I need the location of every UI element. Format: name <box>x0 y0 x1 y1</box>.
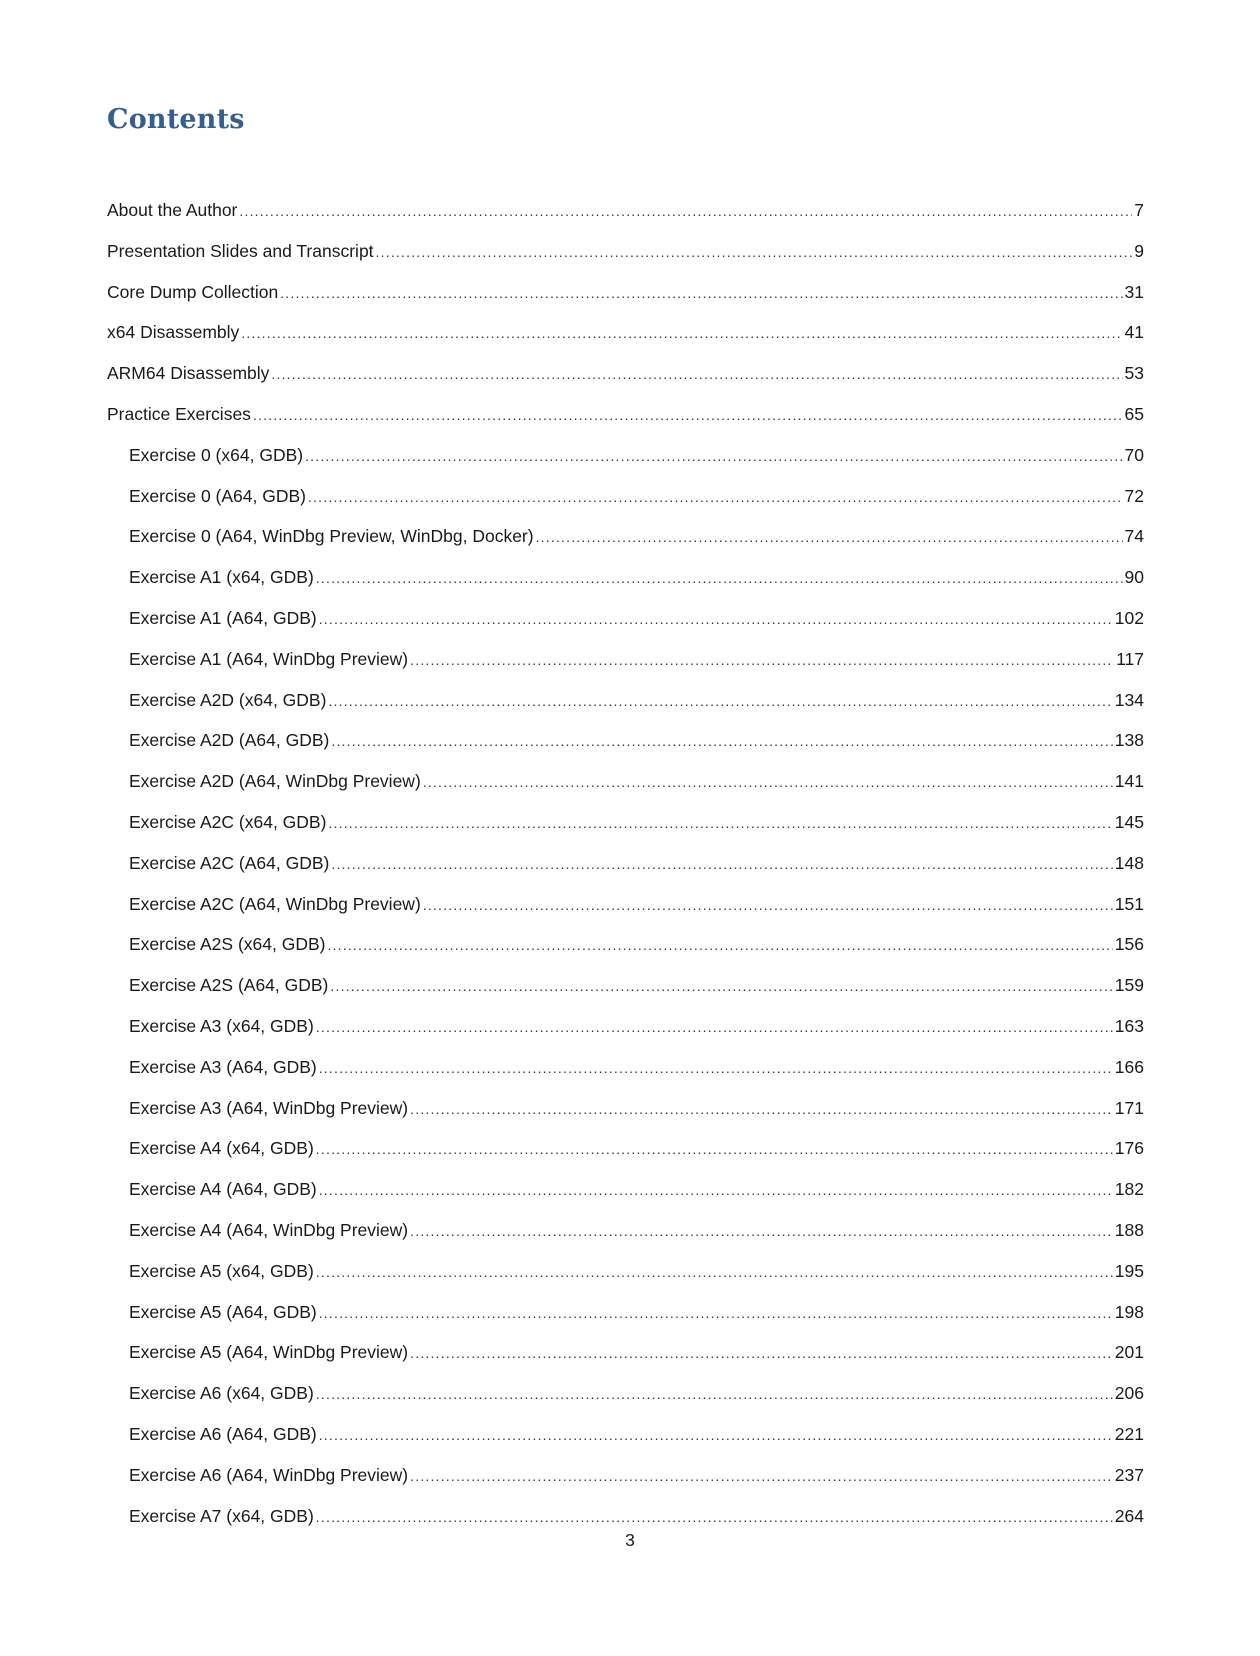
toc-dot-leader <box>253 395 1123 436</box>
toc-entry-page: 221 <box>1114 1423 1144 1444</box>
toc-entry[interactable] <box>107 1210 1144 1251</box>
toc-entry[interactable] <box>107 1292 1144 1333</box>
toc-entry[interactable] <box>107 1047 1144 1088</box>
toc-dot-leader <box>328 803 1112 844</box>
toc-dot-leader <box>316 1007 1113 1048</box>
toc-entry[interactable] <box>107 435 1144 476</box>
toc-entry-title: Exercise A1 (x64, GDB) <box>129 567 314 588</box>
toc-entry[interactable] <box>107 353 1144 394</box>
toc-entry-title: Exercise A6 (x64, GDB) <box>129 1383 314 1404</box>
toc-entry[interactable] <box>107 761 1144 802</box>
toc-entry-page: 90 <box>1124 567 1144 588</box>
toc-dot-leader <box>241 313 1122 354</box>
toc-entry-title: Exercise A2D (A64, WinDbg Preview) <box>129 771 421 792</box>
toc-entry-title: Exercise A3 (A64, GDB) <box>129 1056 317 1077</box>
toc-entry-title: Exercise A5 (A64, WinDbg Preview) <box>129 1342 409 1363</box>
toc-entry-title: Core Dump Collection <box>107 281 279 302</box>
toc-entry-page: 176 <box>1114 1138 1144 1159</box>
toc-entry-page: 195 <box>1114 1260 1144 1281</box>
toc-entry[interactable] <box>107 190 1144 231</box>
toc-dot-leader <box>410 1089 1113 1130</box>
toc-entry-title: Exercise A2D (x64, GDB) <box>129 689 327 710</box>
toc-entry-title: Exercise A2C (A64, GDB) <box>129 852 330 873</box>
toc-entry-title: Exercise A2C (A64, WinDbg Preview) <box>129 893 421 914</box>
toc-entry[interactable] <box>107 312 1144 353</box>
toc-entry-page: 166 <box>1114 1056 1144 1077</box>
toc-entry-title: Exercise A5 (A64, GDB) <box>129 1301 317 1322</box>
toc-entry-title: Exercise 0 (A64, WinDbg Preview, WinDbg, Docker) <box>129 526 534 547</box>
toc-entry-title: About the Author <box>107 200 238 220</box>
toc-entry-title: Exercise A4 (A64, WinDbg Preview) <box>129 1219 409 1240</box>
toc-entry-page: 264 <box>1114 1505 1144 1526</box>
toc-entry-page: 41 <box>1124 322 1144 343</box>
toc-entry-title: Exercise A3 (x64, GDB) <box>129 1015 314 1036</box>
toc-entry-page: 72 <box>1124 485 1144 506</box>
toc-entry[interactable] <box>107 557 1144 598</box>
toc-entry-title: Exercise A1 (A64, GDB) <box>129 607 317 628</box>
toc-entry-page: 171 <box>1114 1097 1144 1118</box>
toc-entry-title: Practice Exercises <box>107 403 251 424</box>
toc-entry-title: x64 Disassembly <box>107 322 240 343</box>
page-title: Contents <box>107 104 245 135</box>
toc-dot-leader <box>410 640 1114 681</box>
toc-entry[interactable] <box>107 476 1144 517</box>
toc-dot-leader <box>331 721 1112 762</box>
toc-entry-page: 9 <box>1134 240 1144 261</box>
toc-dot-leader <box>327 925 1112 966</box>
toc-entry[interactable] <box>107 1006 1144 1047</box>
toc-entry-title: Exercise A4 (x64, GDB) <box>129 1138 314 1159</box>
toc-entry-page: 198 <box>1114 1301 1144 1322</box>
toc-dot-leader <box>376 232 1133 273</box>
toc-dot-leader <box>410 1456 1113 1497</box>
toc-dot-leader <box>319 1415 1113 1456</box>
page-number: 3 <box>625 1530 635 1550</box>
toc-entry[interactable] <box>107 884 1144 925</box>
toc-entry-page: 138 <box>1114 730 1144 751</box>
toc-entry[interactable] <box>107 680 1144 721</box>
toc-dot-leader <box>423 885 1113 926</box>
toc-entry[interactable] <box>107 1169 1144 1210</box>
toc-entry[interactable] <box>107 843 1144 884</box>
toc-entry-page: 141 <box>1114 771 1144 792</box>
toc-entry-title: Exercise 0 (x64, GDB) <box>129 444 304 465</box>
toc-entry[interactable] <box>107 1251 1144 1292</box>
toc-entry[interactable] <box>107 598 1144 639</box>
toc-entry-page: 188 <box>1114 1219 1144 1240</box>
toc-entry[interactable] <box>107 272 1144 313</box>
toc-entry-page: 156 <box>1114 934 1144 955</box>
toc-dot-leader <box>305 436 1122 477</box>
toc-entry-page: 102 <box>1114 607 1144 628</box>
toc-entry-page: 74 <box>1124 526 1144 547</box>
toc-entry-page: 237 <box>1114 1464 1144 1485</box>
toc-dot-leader <box>280 273 1122 314</box>
toc-entry[interactable] <box>107 965 1144 1006</box>
toc-entry[interactable] <box>107 924 1144 965</box>
toc-entry-title: Exercise A7 (x64, GDB) <box>129 1505 314 1526</box>
toc-dot-leader <box>271 354 1122 395</box>
toc-entry[interactable] <box>107 231 1144 272</box>
toc-entry[interactable] <box>107 802 1144 843</box>
toc-dot-leader <box>316 1374 1113 1415</box>
toc-dot-leader <box>316 558 1123 599</box>
toc-entry[interactable] <box>107 1332 1144 1373</box>
table-of-contents <box>107 190 1144 1536</box>
toc-entry-title: Exercise A6 (A64, WinDbg Preview) <box>129 1464 409 1485</box>
toc-entry[interactable] <box>107 394 1144 435</box>
toc-dot-leader <box>316 1129 1113 1170</box>
toc-dot-leader <box>330 966 1112 1007</box>
toc-entry-page: 151 <box>1114 893 1144 914</box>
toc-entry-title: Exercise A1 (A64, WinDbg Preview) <box>129 648 409 669</box>
toc-entry[interactable] <box>107 1128 1144 1169</box>
toc-entry-page: 148 <box>1114 852 1144 873</box>
toc-entry[interactable] <box>107 1414 1144 1455</box>
toc-entry-page: 65 <box>1124 403 1144 424</box>
toc-entry-page: 159 <box>1114 975 1144 996</box>
toc-entry[interactable] <box>107 1455 1144 1496</box>
toc-entry-page: 206 <box>1114 1383 1144 1404</box>
toc-entry-page: 163 <box>1114 1015 1144 1036</box>
toc-entry-title: Exercise A2C (x64, GDB) <box>129 811 327 832</box>
toc-dot-leader <box>410 1333 1113 1374</box>
toc-entry[interactable] <box>107 720 1144 761</box>
toc-entry-title: Exercise A6 (A64, GDB) <box>129 1423 317 1444</box>
toc-entry-title: Exercise A2S (x64, GDB) <box>129 934 326 955</box>
toc-dot-leader <box>316 1252 1113 1293</box>
toc-dot-leader <box>239 191 1132 232</box>
toc-entry-page: 31 <box>1124 281 1144 302</box>
toc-dot-leader <box>410 1211 1113 1252</box>
toc-dot-leader <box>319 599 1113 640</box>
toc-dot-leader <box>423 762 1113 803</box>
toc-entry-title: ARM64 Disassembly <box>107 363 270 384</box>
toc-dot-leader <box>331 844 1112 885</box>
toc-entry[interactable] <box>107 1373 1144 1414</box>
toc-dot-leader <box>319 1293 1113 1334</box>
toc-entry-title: Presentation Slides and Transcript <box>107 240 374 261</box>
toc-entry-title: Exercise A4 (A64, GDB) <box>129 1179 317 1200</box>
toc-entry[interactable] <box>107 1088 1144 1129</box>
toc-entry[interactable] <box>107 516 1144 557</box>
toc-entry-page: 70 <box>1124 444 1144 465</box>
toc-entry-page: 201 <box>1114 1342 1144 1363</box>
toc-dot-leader <box>328 681 1112 722</box>
toc-entry[interactable] <box>107 639 1144 680</box>
toc-entry-title: Exercise A5 (x64, GDB) <box>129 1260 314 1281</box>
toc-dot-leader <box>536 517 1123 558</box>
toc-entry-page: 7 <box>1134 200 1144 220</box>
toc-entry-title: Exercise A2S (A64, GDB) <box>129 975 329 996</box>
toc-dot-leader <box>319 1170 1113 1211</box>
toc-entry-page: 145 <box>1114 811 1144 832</box>
toc-entry-title: Exercise A2D (A64, GDB) <box>129 730 330 751</box>
toc-entry-page: 182 <box>1114 1179 1144 1200</box>
toc-dot-leader <box>308 477 1123 518</box>
toc-entry-title: Exercise A3 (A64, WinDbg Preview) <box>129 1097 409 1118</box>
toc-dot-leader <box>319 1048 1113 1089</box>
toc-entry-page: 134 <box>1114 689 1144 710</box>
toc-entry-title: Exercise 0 (A64, GDB) <box>129 485 306 506</box>
toc-entry-page: 53 <box>1124 363 1144 384</box>
toc-entry-page: 117 <box>1116 648 1144 669</box>
